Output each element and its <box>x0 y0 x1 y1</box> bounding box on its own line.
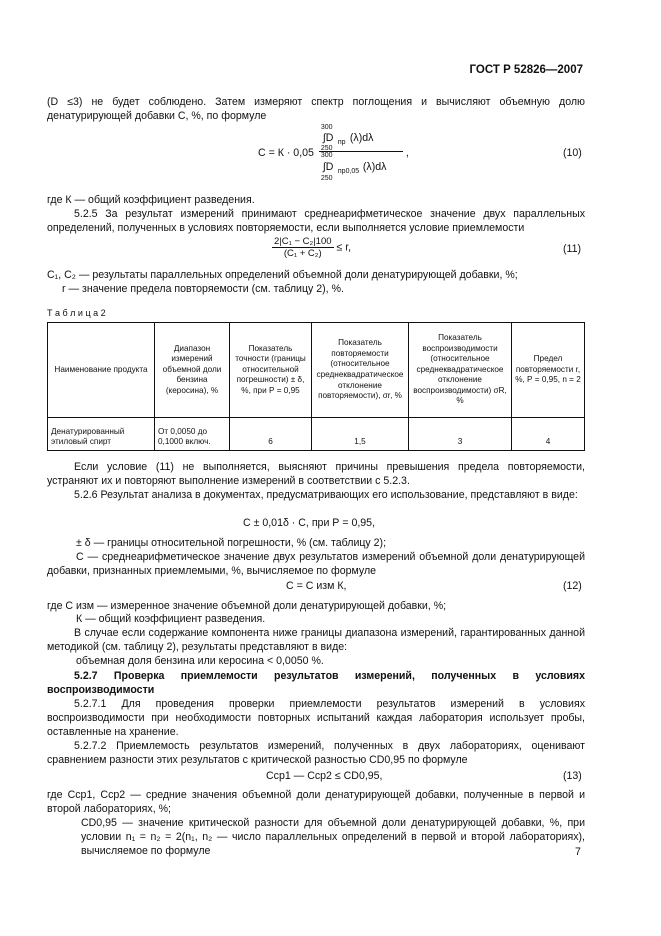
formula-11-denominator: (С₁ + С₂) <box>283 248 322 259</box>
paragraph-5-2-7-2: 5.2.7.2 Приемлемость результатов измерений, полученных в двух лабораториях, оценивают сравнением разности этих результатов с критической разностью CD0,95 по формуле <box>47 740 585 767</box>
cell-reproducibility: 3 <box>409 418 512 451</box>
den-lower-limit: 250 <box>320 175 333 182</box>
cell-repeatability-limit: 4 <box>512 418 585 451</box>
paragraph-5-2-6: 5.2.6 Результат анализа в документах, предусматривающих его использование, представляют в виде: <box>74 489 578 501</box>
paragraph-below-range: В случае если содержание компонента ниже границы диапазона измерений, гарантированных данной методикой (см. таблицу 2), результаты представляют в виде: <box>47 627 585 654</box>
paragraph-c-measured: где С изм — измеренное значение объемной доли денатурирующей добавки, %; <box>47 600 447 612</box>
den-upper-limit: 300 <box>320 152 333 159</box>
equation-number-12: (12) <box>563 580 582 592</box>
equation-number-11: (11) <box>563 243 582 255</box>
table-2 <box>47 322 585 451</box>
den-subscript: пр0,05 <box>337 168 360 175</box>
num-subscript: пр <box>337 139 346 146</box>
equation-number-13: (13) <box>563 770 582 782</box>
paragraph-c-avg: где Сср1, Сср2 — средние значения объемной доли денатурирующей добавки, полученные в первой и второй лабораториях, %; <box>47 789 585 816</box>
cell-repeatability: 1,5 <box>312 418 409 451</box>
header-reproducibility: Показатель воспроизводимости (относительное среднеквадратическое отклонение воспроизводимости) σR, % <box>409 323 512 418</box>
formula-10-lhs: С = К · 0,05 <box>258 147 314 159</box>
paragraph-intro: (D ≤3) не будет соблюдено. Затем измеряют спектр поглощения и вычисляют объемную долю денатурирующей добавки С, %, по формуле <box>47 96 585 123</box>
paragraph-cd-definition: CD0,95 — значение критической разности для объемной доли денатурирующей добавки, %, при условии n₁ = n₂ = 2(n₁, n₂ — число параллельных определений в первой и второй лабораториях), вычисляемое по формуле <box>81 817 585 858</box>
header-range: Диапазон измерений объемной доли бензина (керосина), % <box>155 323 230 418</box>
formula-11-tail: ≤ r, <box>336 241 352 254</box>
table-header-row <box>48 323 585 418</box>
formula-12: С = С изм К, <box>286 580 347 592</box>
page-number: 7 <box>575 846 581 858</box>
paragraph-k-definition: где К — общий коэффициент разведения. <box>47 194 255 206</box>
num-integral: ∫D <box>322 132 334 144</box>
equation-number-10: (10) <box>563 147 582 159</box>
formula-result: С ± 0,01δ · С, при Р = 0,95, <box>243 517 376 529</box>
header-repeatability-limit: Предел повторяемости r, %, Р = 0,95, n = 2 <box>512 323 585 418</box>
table-title: Т а б л и ц а 2 <box>47 308 106 318</box>
section-5-2-7-heading: 5.2.7 Проверка приемлемости результатов измерений, полученных в условиях воспроизводимости <box>47 670 585 697</box>
paragraph-delta: ± δ — границы относительной погрешности, % (см. таблицу 2); <box>76 537 387 549</box>
formula-11 <box>272 236 351 259</box>
den-integral: ∫D <box>322 161 334 173</box>
cell-product: Денатурированный этиловый спирт <box>48 418 155 451</box>
paragraph-condition-11: Если условие (11) не выполняется, выясняют причины превышения предела повторяемости, устраняют их и повторяют выполнение измерений в соответствии с 5.2.3. <box>47 461 585 488</box>
paragraph-5-2-7-1: 5.2.7.1 Для проведения проверки приемлемости результатов измерений в условиях воспроизводимости при необходимости повторных испытаний каждая лаборатория использует пробы, оставленные на хранение. <box>47 698 585 739</box>
paragraph-c1-c2: С₁, С₂ — результаты параллельных определений объемной доли денатурирующей добавки, %; <box>47 269 518 281</box>
header-accuracy: Показатель точности (границы относительной погрешности) ± δ, %, при Р = 0,95 <box>230 323 312 418</box>
num-tail: (λ)dλ <box>349 132 374 144</box>
num-lower-limit: 250 <box>320 145 333 152</box>
document-header: ГОСТ Р 52826—2007 <box>469 64 583 76</box>
formula-11-numerator: 2|С₁ − С₂|100 <box>274 236 332 247</box>
cell-range: От 0,0050 до 0,1000 включ. <box>155 418 230 451</box>
formula-10 <box>258 124 409 182</box>
den-tail: (λ)dλ <box>362 161 387 173</box>
paragraph-c-mean: С — среднеарифметическое значение двух результатов измерений объемной доли денатурирующей добавки, признанных приемлемыми, %, вычисляемое по формуле <box>47 551 585 578</box>
num-upper-limit: 300 <box>320 124 333 131</box>
cell-accuracy: 6 <box>230 418 312 451</box>
header-product: Наименование продукта <box>48 323 155 418</box>
formula-13: Сср1 — Сср2 ≤ CD0,95, <box>266 770 383 782</box>
paragraph-volume-fraction: объемная доля бензина или керосина < 0,0050 %. <box>76 655 324 667</box>
paragraph-k-coefficient: К — общий коэффициент разведения. <box>76 613 266 625</box>
paragraph-r-definition: r — значение предела повторяемости (см. таблицу 2), %. <box>62 283 344 295</box>
header-repeatability: Показатель повторяемости (относительное среднеквадратическое отклонение повторяемости), σr, % <box>312 323 409 418</box>
paragraph-5-2-5: 5.2.5 За результат измерений принимают среднеарифметическое значение двух параллельных определений, полученных в условиях повторяемости, если выполняется условие приемлемости <box>47 208 585 235</box>
table-row <box>48 418 585 451</box>
formula-10-comma: , <box>405 147 409 159</box>
